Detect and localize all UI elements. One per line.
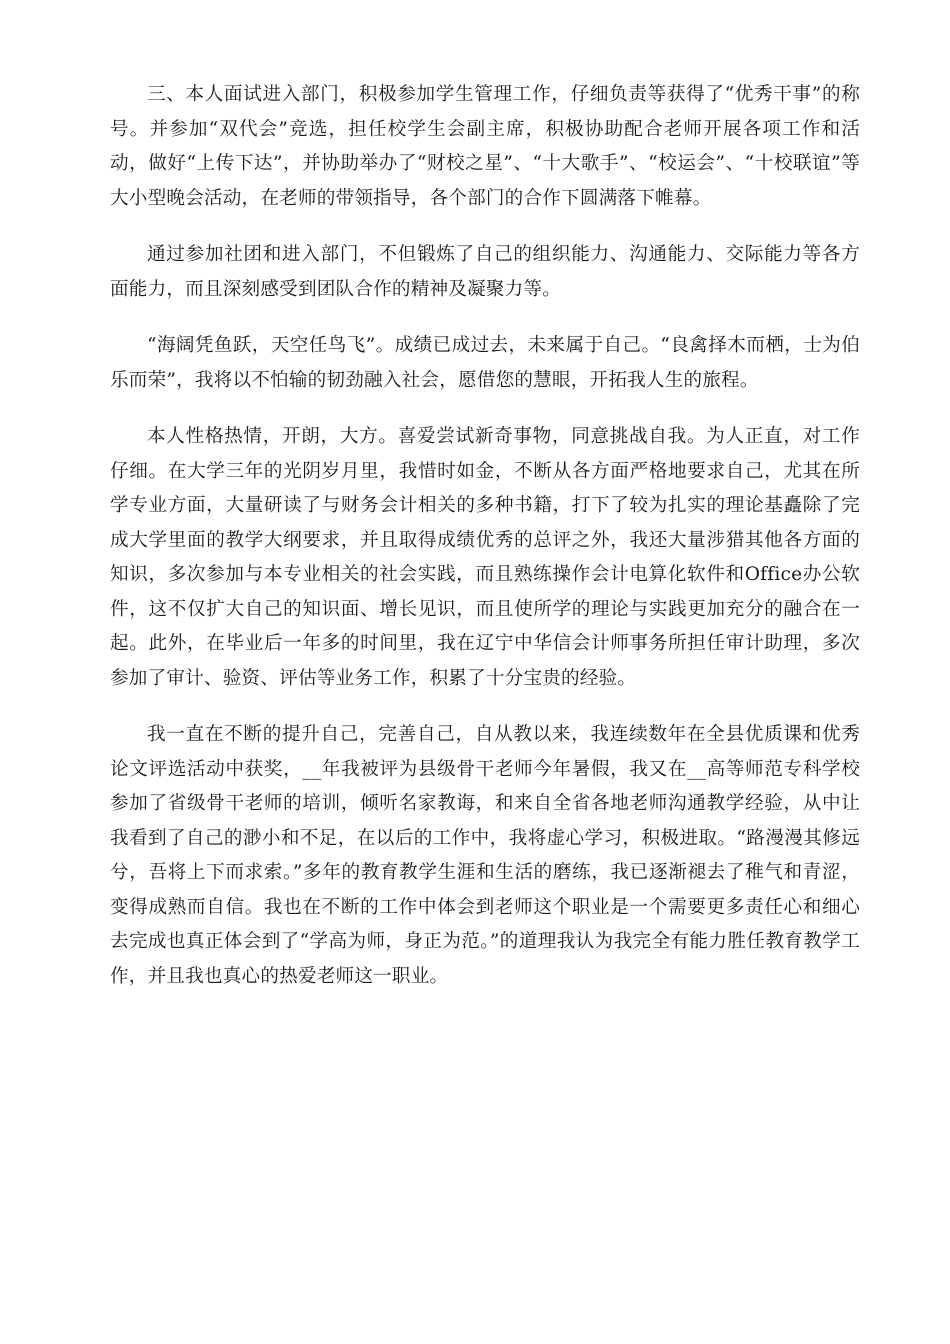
paragraph-motto: “海阔凭鱼跃，天空任鸟飞”。成绩已成过去，未来属于自己。“良禽择木而栖，士为伯乐而荣”，我将以不怕输的韧劲融入社会，愿借您的慧眼，开拓我人生的旅程。 [110, 335, 860, 391]
paragraph-personality: 本人性格热情，开朗，大方。喜爱尝试新奇事物，同意挑战自我。为人正直，对工作仔细。在大学三年的光阴岁月里，我惜时如金，不断从各方面严格地要求自己，尤其在所学专业方面，大量研读了与财务会计相关的多种书籍，打下了较为扎实的理论基矗除了完成大学里面的教学大纲要求，并且取得成绩优秀的总评之外，我还大量涉猎其他各方面的知识，多次参加与本专业相关的社会实践，而且熟练操作会计电算化软件和Office办公软件，这不仅扩大自己的知识面、增长见识，而且使所学的理论与实践更加充分的融合在一起。此外，在毕业后一年多的时间里，我在辽宁中华信会计师事务所担任审计助理，多次参加了审计、验资、评估等业务工作，积累了十分宝贵的经验。 [110, 426, 860, 689]
paragraph-club-experience: 通过参加社团和进入部门，不但锻炼了自己的组织能力、沟通能力、交际能力等各方面能力，而且深刻感受到团队合作的精神及凝聚力等。 [110, 244, 860, 300]
paragraph-student-union: 三、本人面试进入部门，积极参加学生管理工作，仔细负责等获得了“优秀干事”的称号。并参加“双代会”竞选，担任校学生会副主席，积极协助配合老师开展各项工作和活动，做好“上传下达”，并协助举办了“财校之星”、“十大歌手”、“校运会”、“十校联谊”等大小型晚会活动，在老师的带领指导，各个部门的合作下圆满落下帷幕。 [110, 84, 860, 209]
paragraph-teaching-growth: 我一直在不断的提升自己，完善自己，自从教以来，我连续数年在全县优质课和优秀论文评选活动中获奖，__年我被评为县级骨干老师今年暑假，我又在__高等师范专科学校参加了省级骨干老师的培训，倾听名家教诲，和来自全省各地老师沟通教学经验，从中让我看到了自己的渺小和不足，在以后的工作中，我将虚心学习，积极进取。“路漫漫其修远兮，吾将上下而求索。”多年的教育教学生涯和生活的磨练，我已逐渐褪去了稚气和青涩，变得成熟而自信。我也在不断的工作中体会到老师这个职业是一个需要更多责任心和细心去完成也真正体会到了“学高为师，身正为范。”的道理我认为我完全有能力胜任教育教学工作，并且我也真心的热爱老师这一职业。 [110, 724, 860, 987]
